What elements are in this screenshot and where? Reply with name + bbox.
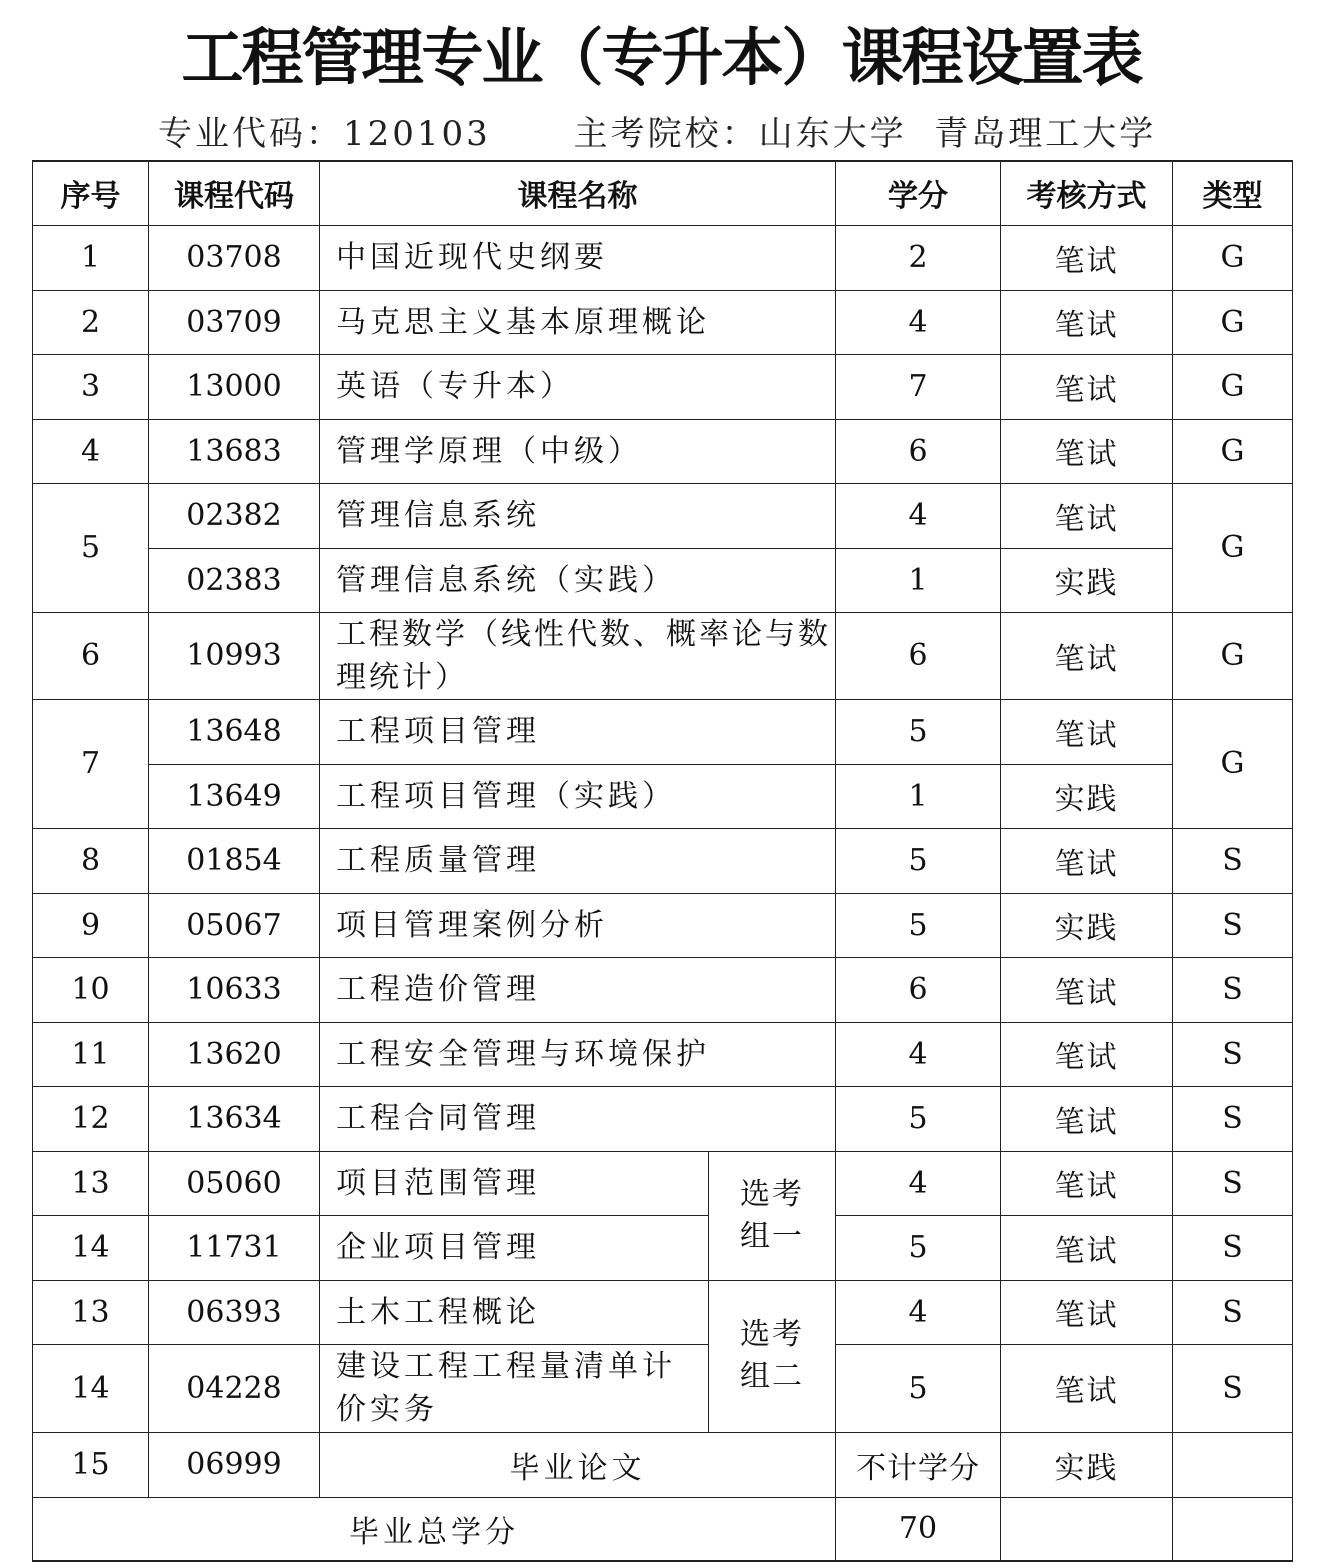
type-cell: S <box>1173 1215 1293 1280</box>
table-row <box>33 290 1293 354</box>
exam-cell: 笔试 <box>1001 1215 1173 1280</box>
code-cell: 05060 <box>149 1151 320 1215</box>
type-cell: S <box>1173 1022 1293 1086</box>
credit-cell: 4 <box>836 483 1001 548</box>
elective-group-1: 选考组一 <box>709 1151 836 1280</box>
code-cell: 03708 <box>149 225 320 290</box>
header-code: 课程代码 <box>149 161 320 225</box>
header-credit: 学分 <box>836 161 1001 225</box>
seq-cell: 5 <box>33 483 149 612</box>
code-cell: 13648 <box>149 699 320 764</box>
seq-cell: 12 <box>33 1086 149 1151</box>
table-row <box>33 612 1293 699</box>
name-cell: 土木工程概论 <box>320 1280 709 1344</box>
type-cell: S <box>1173 893 1293 957</box>
credit-cell: 7 <box>836 354 1001 419</box>
name-cell: 建设工程工程量清单计价实务 <box>320 1344 709 1432</box>
exam-cell: 笔试 <box>1001 957 1173 1022</box>
seq-cell: 13 <box>33 1151 149 1215</box>
seq-cell: 15 <box>33 1432 149 1497</box>
table-row <box>33 764 1293 828</box>
table-row <box>33 1432 1293 1497</box>
table-row <box>33 893 1293 957</box>
code-cell: 10993 <box>149 612 320 699</box>
exam-cell: 笔试 <box>1001 1344 1173 1432</box>
credit-cell: 5 <box>836 1086 1001 1151</box>
table-row <box>33 548 1293 612</box>
name-cell: 工程项目管理 <box>320 699 836 764</box>
code-cell: 13000 <box>149 354 320 419</box>
exam-cell: 实践 <box>1001 764 1173 828</box>
credit-cell: 6 <box>836 419 1001 483</box>
seq-cell: 13 <box>33 1280 149 1344</box>
name-cell: 工程质量管理 <box>320 828 836 893</box>
credit-cell: 5 <box>836 1344 1001 1432</box>
name-cell: 管理学原理（中级） <box>320 419 836 483</box>
type-cell: G <box>1173 354 1293 419</box>
name-cell: 管理信息系统 <box>320 483 836 548</box>
code-cell: 13634 <box>149 1086 320 1151</box>
name-cell: 工程数学（线性代数、概率论与数理统计） <box>320 612 836 699</box>
header-exam: 考核方式 <box>1001 161 1173 225</box>
seq-cell: 2 <box>33 290 149 354</box>
seq-cell: 4 <box>33 419 149 483</box>
type-cell: S <box>1173 1344 1293 1432</box>
table-row <box>33 957 1293 1022</box>
seq-cell: 7 <box>33 699 149 828</box>
code-cell: 02383 <box>149 548 320 612</box>
total-row <box>33 1497 1293 1561</box>
name-cell: 工程合同管理 <box>320 1086 836 1151</box>
table-row <box>33 225 1293 290</box>
exam-cell: 实践 <box>1001 893 1173 957</box>
name-cell: 项目管理案例分析 <box>320 893 836 957</box>
table-row <box>33 1280 1293 1344</box>
credit-cell: 5 <box>836 828 1001 893</box>
seq-cell: 1 <box>33 225 149 290</box>
exam-cell: 实践 <box>1001 1432 1173 1497</box>
header-row <box>33 161 1293 225</box>
table-row <box>33 1022 1293 1086</box>
code-cell: 13620 <box>149 1022 320 1086</box>
table-row <box>33 483 1293 548</box>
credit-cell: 2 <box>836 225 1001 290</box>
credit-cell: 不计学分 <box>836 1432 1001 1497</box>
type-cell: G <box>1173 699 1293 828</box>
total-label: 毕业总学分 <box>33 1497 836 1561</box>
header-name: 课程名称 <box>320 161 836 225</box>
elective-group-2: 选考组二 <box>709 1280 836 1432</box>
credit-cell: 4 <box>836 1022 1001 1086</box>
exam-cell: 笔试 <box>1001 1280 1173 1344</box>
seq-cell: 11 <box>33 1022 149 1086</box>
table-row <box>33 828 1293 893</box>
type-cell: G <box>1173 419 1293 483</box>
seq-cell: 14 <box>33 1215 149 1280</box>
table-row <box>33 419 1293 483</box>
type-cell <box>1173 1432 1293 1497</box>
exam-cell: 实践 <box>1001 548 1173 612</box>
exam-cell: 笔试 <box>1001 483 1173 548</box>
credit-cell: 1 <box>836 764 1001 828</box>
code-cell: 06393 <box>149 1280 320 1344</box>
exam-cell: 笔试 <box>1001 1022 1173 1086</box>
major-info: 专业代码：120103 主考院校：山东大学 青岛理工大学 <box>158 114 1157 154</box>
exam-cell: 笔试 <box>1001 354 1173 419</box>
name-cell: 项目范围管理 <box>320 1151 709 1215</box>
code-cell: 04228 <box>149 1344 320 1432</box>
credit-cell: 6 <box>836 612 1001 699</box>
table-row <box>33 1086 1293 1151</box>
code-cell: 05067 <box>149 893 320 957</box>
exam-cell: 笔试 <box>1001 225 1173 290</box>
code-cell: 10633 <box>149 957 320 1022</box>
exam-cell: 笔试 <box>1001 1086 1173 1151</box>
exam-cell: 笔试 <box>1001 1151 1173 1215</box>
name-cell: 工程造价管理 <box>320 957 836 1022</box>
name-cell: 英语（专升本） <box>320 354 836 419</box>
empty-cell <box>1173 1497 1293 1561</box>
code-cell: 13649 <box>149 764 320 828</box>
code-cell: 06999 <box>149 1432 320 1497</box>
code-cell: 02382 <box>149 483 320 548</box>
seq-cell: 8 <box>33 828 149 893</box>
type-cell: S <box>1173 1280 1293 1344</box>
name-cell: 中国近现代史纲要 <box>320 225 836 290</box>
credit-cell: 4 <box>836 290 1001 354</box>
credit-cell: 5 <box>836 1215 1001 1280</box>
table-row <box>33 1344 1293 1432</box>
course-table <box>32 160 1293 1562</box>
page-title: 工程管理专业（专升本）课程设置表 <box>181 21 1142 94</box>
name-cell: 管理信息系统（实践） <box>320 548 836 612</box>
credit-cell: 5 <box>836 699 1001 764</box>
table-row <box>33 354 1293 419</box>
header-type: 类型 <box>1173 161 1293 225</box>
seq-cell: 14 <box>33 1344 149 1432</box>
credit-cell: 4 <box>836 1280 1001 1344</box>
code-cell: 03709 <box>149 290 320 354</box>
type-cell: S <box>1173 1086 1293 1151</box>
type-cell: G <box>1173 483 1293 612</box>
type-cell: G <box>1173 225 1293 290</box>
table-row <box>33 1151 1293 1215</box>
name-cell: 工程安全管理与环境保护 <box>320 1022 836 1086</box>
credit-cell: 4 <box>836 1151 1001 1215</box>
exam-cell: 笔试 <box>1001 612 1173 699</box>
seq-cell: 9 <box>33 893 149 957</box>
type-cell: S <box>1173 828 1293 893</box>
exam-cell: 笔试 <box>1001 699 1173 764</box>
type-cell: S <box>1173 1151 1293 1215</box>
header-seq: 序号 <box>33 161 149 225</box>
table-row <box>33 699 1293 764</box>
type-cell: G <box>1173 290 1293 354</box>
table-row <box>33 1215 1293 1280</box>
name-cell: 工程项目管理（实践） <box>320 764 836 828</box>
exam-cell: 笔试 <box>1001 828 1173 893</box>
seq-cell: 6 <box>33 612 149 699</box>
total-credit: 70 <box>836 1497 1001 1561</box>
exam-cell: 笔试 <box>1001 290 1173 354</box>
exam-cell: 笔试 <box>1001 419 1173 483</box>
seq-cell: 3 <box>33 354 149 419</box>
seq-cell: 10 <box>33 957 149 1022</box>
code-cell: 13683 <box>149 419 320 483</box>
type-cell: G <box>1173 612 1293 699</box>
name-cell: 企业项目管理 <box>320 1215 709 1280</box>
credit-cell: 1 <box>836 548 1001 612</box>
name-cell: 马克思主义基本原理概论 <box>320 290 836 354</box>
credit-cell: 6 <box>836 957 1001 1022</box>
code-cell: 01854 <box>149 828 320 893</box>
empty-cell <box>1001 1497 1173 1561</box>
name-cell: 毕业论文 <box>320 1432 836 1497</box>
credit-cell: 5 <box>836 893 1001 957</box>
type-cell: S <box>1173 957 1293 1022</box>
code-cell: 11731 <box>149 1215 320 1280</box>
